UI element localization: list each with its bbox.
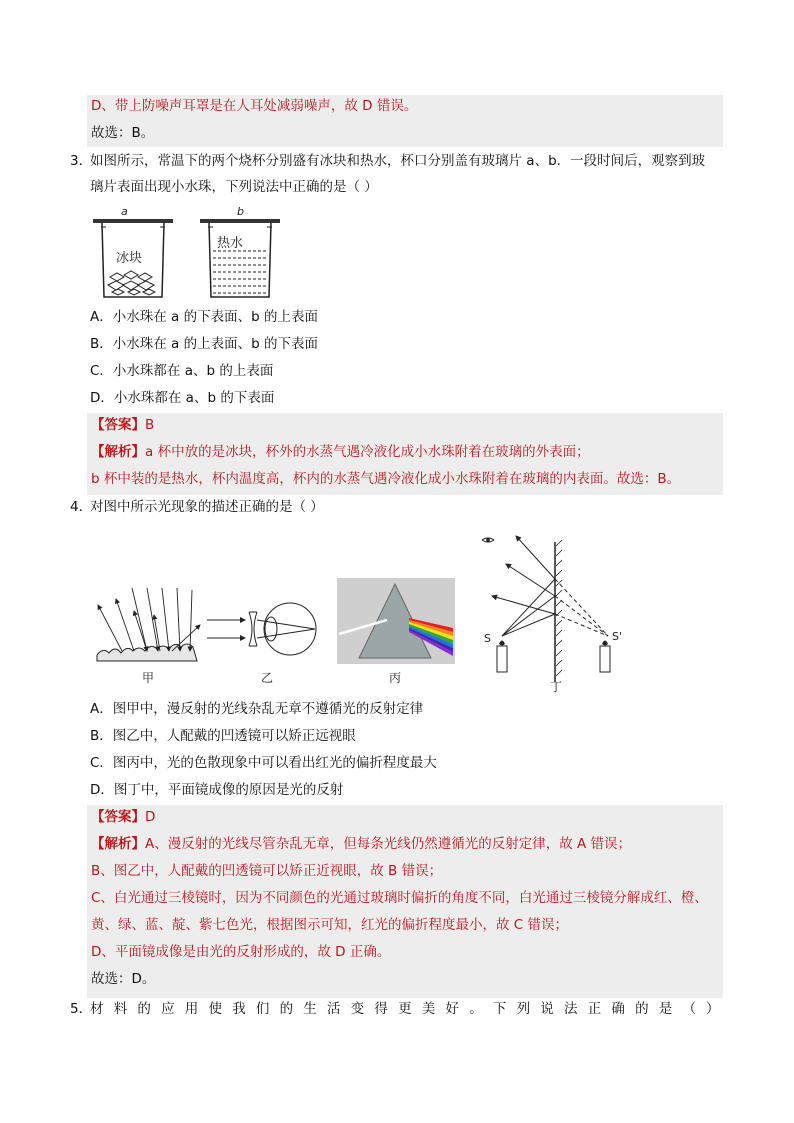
q5-stem: 材料的应用使我们的生活变得更美好。下列说法正确的是（	[90, 1001, 707, 1017]
answer-value: D	[145, 809, 156, 825]
label-s: S	[484, 632, 491, 645]
candle-s	[497, 641, 507, 673]
q3-answer-line	[91, 415, 154, 435]
ice-label: 冰块	[116, 251, 143, 266]
analysis-tag: 【解析】	[91, 444, 145, 460]
figure-yi-eye-lens	[205, 600, 323, 685]
q4-answer-line	[91, 807, 155, 827]
q3-option-d: D．小水珠都在 a、b 的下表面	[90, 390, 275, 406]
q4-number: 4．	[70, 499, 93, 515]
glass-plate-b	[200, 219, 280, 223]
q3-analysis-line1	[91, 442, 590, 462]
analysis-tag: 【解析】	[91, 836, 145, 852]
prev-analysis-line: D、带上防噪声耳罩是在人耳处减弱噪声，故 D 错误。	[91, 98, 418, 114]
label-ding: 丁	[550, 680, 563, 694]
q3-analysis-line2: b 杯中装的是热水，杯内温度高，杯内的水蒸气遇冷液化成小水珠附着在玻璃的内表面。故选：B。	[91, 471, 681, 487]
q5-number: 5．	[70, 1001, 93, 1017]
q5-stem-end: ）	[706, 1001, 720, 1017]
q4-analysis-line3: C、白光通过三棱镜时，因为不同颜色的光通过玻璃时偏折的角度不同，白光通过三棱镜分解成红、橙、	[91, 890, 708, 906]
q3-stem-line1: 如图所示，常温下的两个烧杯分别盛有冰块和热水，杯口分别盖有玻璃片 a、b．一段时间后，观察到玻	[90, 153, 706, 169]
q4-option-d: D．图丁中，平面镜成像的原因是光的反射	[90, 782, 344, 798]
answer-value: B	[145, 417, 155, 433]
q3-number: 3．	[70, 153, 93, 169]
concave-lens	[249, 612, 257, 646]
figure-ding-plane-mirror	[478, 534, 638, 694]
prev-conclusion: 故选：B。	[91, 125, 155, 141]
label-yi: 乙	[261, 671, 274, 685]
q4-option-a: A．图甲中，漫反射的光线杂乱无章不遵循光的反射定律	[90, 701, 424, 717]
q4-analysis-line2: B、图乙中，人配戴的凹透镜可以矫正近视眼，故 B 错误；	[91, 863, 443, 879]
label-jia: 甲	[142, 671, 155, 685]
answer-tag: 【答案】	[91, 417, 145, 433]
figure-bing-prism	[337, 578, 455, 686]
candle-s-prime	[600, 641, 610, 673]
q4-analysis-line5: D、平面镜成像是由光的反射形成的，故 D 正确。	[91, 944, 391, 960]
q4-stem: 对图中所示光现象的描述正确的是（ ）	[90, 499, 324, 515]
q3-stem-line2: 璃片表面出现小水珠，下列说法中正确的是（ ）	[90, 179, 378, 195]
hot-water	[213, 251, 267, 293]
label-bing: 丙	[389, 671, 402, 685]
q4-conclusion: 故选：D。	[91, 971, 156, 987]
label-b: b	[237, 205, 244, 218]
q4-option-b: B．图乙中，人配戴的凹透镜可以矫正远视眼	[90, 728, 356, 744]
eye-lens	[265, 617, 277, 641]
eyeball	[264, 603, 316, 655]
ice-cubes	[108, 271, 155, 295]
hot-water-label: 热水	[217, 236, 244, 251]
q4-analysis-line1	[91, 834, 631, 854]
glass-plate-a	[93, 219, 173, 223]
label-s-prime: S'	[612, 630, 623, 643]
q3-option-c: C．小水珠都在 a、b 的上表面	[90, 363, 274, 379]
q3-option-a: A．小水珠在 a 的下表面、b 的上表面	[90, 309, 318, 325]
label-a: a	[121, 205, 128, 218]
analysis-text: a 杯中放的是冰块，杯外的水蒸气遇冷液化成小水珠附着在玻璃的外表面；	[145, 444, 590, 460]
figure-jia-diffuse-reflection	[92, 585, 207, 685]
beakers-figure	[88, 205, 288, 300]
q3-option-b: B．小水珠在 a 的上表面、b 的下表面	[90, 336, 318, 352]
q4-analysis-line4: 黄、绿、蓝、靛、紫七色光，根据图示可知，红光的偏折程度最小，故 C 错误；	[91, 917, 569, 933]
answer-tag: 【答案】	[91, 809, 145, 825]
rough-surface	[97, 644, 197, 661]
q4-option-c: C．图丙中，光的色散现象中可以看出红光的偏折程度最大	[90, 755, 437, 771]
analysis-text: A、漫反射的光线尽管杂乱无章，但每条光线仍然遵循光的反射定律，故 A 错误；	[145, 836, 632, 852]
